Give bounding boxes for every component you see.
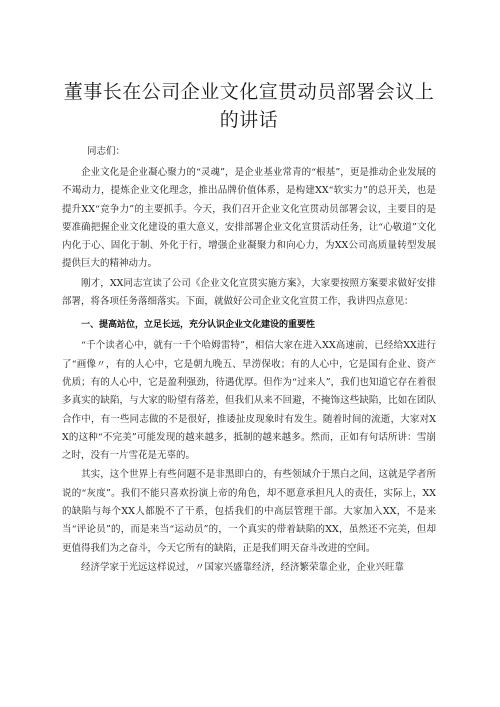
document-title <box>62 78 436 134</box>
title-line-1: 董事长在公司企业文化宣贯动员部署会议上 <box>63 81 435 103</box>
title-line-2: 的讲话 <box>219 109 279 131</box>
salutation: 同志们： <box>87 146 126 157</box>
intro-paragraph-2: 刚才，XX同志宣读了公司《企业文化宣贯实施方案》，大家要按照方案要求做好安排部署，将各项任务落细落实。下面，就做好公司企业文化宣贯工作，我讲四点意见： <box>62 277 436 308</box>
section-1-paragraph-3: 经济学家于光远这样说过，〃国家兴盛靠经济，经济繁荣靠企业，企业兴旺靠 <box>81 561 405 573</box>
section-1-paragraph-1: “千个读者心中，就有一千个哈姆雷特”，相信大家在进入XX高速前，已经给XX进行了“画像〃，有的人心中，它是朝九晚五、旱涝保收；有的人心中，它是国有企业、资产优质；有的人心中，它是盈利强劲，待遇优厚。但作为“过来人”，我们也知道它存在着很多真实的缺陷，与大家的盼望有落差，但我们从来不回避，不掩饰这些缺陷，比如在团队合作中，有一些同志做的不是很好，推诿扯皮现象时有发生。随着时间的流逝，大家对XX的这种“不完美”可能发现的越来越多，抵制的越来越多。然而，正如有句话所讲：雪崩之时，没有一片雪花是无辜的。 <box>62 340 436 462</box>
intro-paragraph-1: 企业文化是企业凝心聚力的“灵魂”，是企业基业常青的“根基”，更是推动企业发展的不竭动力，提炼企业文化理念，推出品牌价值体系，是构建XX“软实力”的总开关，也是提升XX“竞争力”的主要抓手。今天，我们召开企业文化宣贯动员部署会议，主要目的是要准确把握企业文化建设的重大意义，安排部署企业文化宣贯活动任务，让“心敬道”文化内化于心、固化于制、外化于行，增强企业凝聚力和向心力，为XX公司高质量转型发展提供巨大的精神动力。 <box>62 167 436 270</box>
section-1-paragraph-2: 其实，这个世界上有些问题不是非黑即白的，有些领域介于黑白之间，这就是学者所说的“灰度”。我们不能只喜欢扮演上帝的角色，却不愿意承担凡人的责任，实际上，XX的缺陷与每个XX人都脱不了干系，包括我们的中高层管理干部。大家加入XX，不是来当“评论员”的，而是来当“运动员”的，一个真实的带着缺陷的XX，虽然还不完美，但却更值得我们为之奋斗，今天它所有的缺陷，正是我们明天奋斗改进的空间。 <box>62 469 436 554</box>
section-1-heading: 一、提高站位，立足长远，充分认识企业文化建设的重要性 <box>81 320 316 331</box>
